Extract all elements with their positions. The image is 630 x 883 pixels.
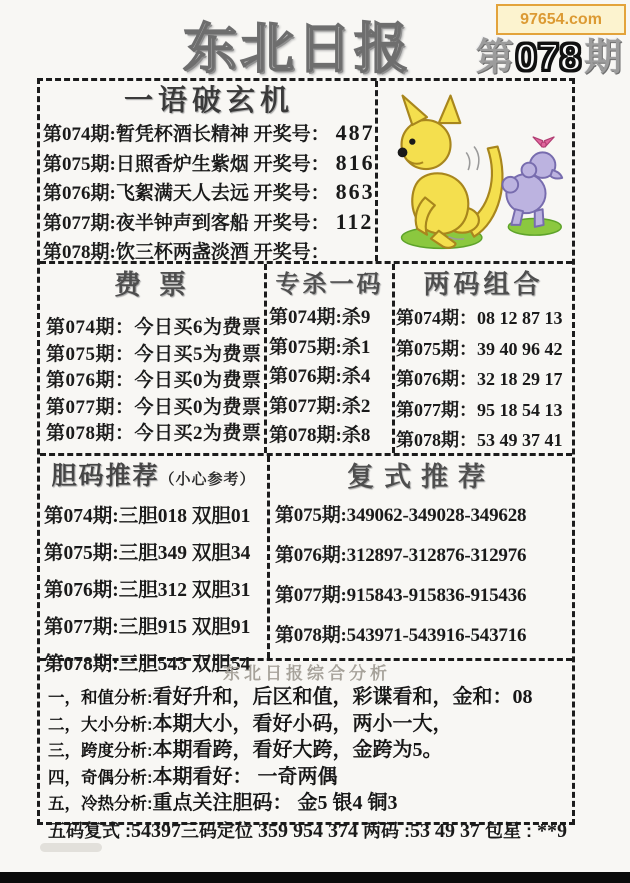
combo-row	[395, 334, 572, 365]
illustration-cell	[378, 81, 572, 261]
feipiao-row	[40, 315, 264, 342]
footer-number: 359 954 374	[258, 819, 359, 842]
feipiao-row	[40, 421, 264, 448]
footer-number: **9	[537, 819, 568, 842]
mystery-row	[43, 208, 375, 238]
analysis-title: 东北日报综合分析	[223, 664, 391, 683]
combo-numbers: 95 18 54 13	[477, 399, 563, 420]
kill-row	[267, 303, 392, 333]
dog-nose	[398, 148, 408, 158]
mystery-row	[43, 178, 375, 208]
two-combo-title: 两码组合	[423, 270, 544, 299]
section-mystery	[40, 81, 378, 261]
period-label: 第074期：	[46, 317, 135, 338]
result-label: 开奖号：	[253, 212, 330, 234]
kill-text: 杀9	[341, 307, 371, 328]
fushi-row	[270, 576, 572, 616]
analysis-label: 二，大小分析:	[48, 715, 153, 734]
result-number: 863	[335, 179, 375, 204]
kill-row	[267, 421, 392, 451]
period-label: 第077期:	[269, 395, 342, 417]
verse-text: 饮三杯两盏淡酒	[115, 242, 249, 263]
combo-row	[395, 364, 572, 395]
period-label: 第077期:	[44, 617, 119, 638]
yellow-dog	[402, 96, 503, 248]
poodle-bow	[533, 137, 555, 147]
feipiao-text: 今日买0为费票	[134, 370, 262, 391]
masthead-title: 东北日报	[183, 19, 411, 79]
feipiao-text: 今日买0为费票	[134, 396, 262, 418]
period-label: 第078期:	[275, 625, 347, 646]
mystery-title: 一语破玄机	[123, 85, 294, 117]
result-label: 开奖号：	[253, 124, 330, 145]
combo-numbers: 53 49 37 41	[477, 430, 563, 450]
analysis-text: 本期大小，看好小码，两小一大，	[152, 712, 453, 735]
period-label: 第075期:	[44, 543, 119, 564]
combo-numbers: 32 18 29 17	[477, 369, 563, 389]
section-feipiao	[40, 264, 267, 453]
fushi-row	[270, 496, 572, 536]
dog-eye	[409, 138, 415, 144]
issue-label	[447, 26, 622, 81]
footer-label: 三码定位	[181, 820, 259, 841]
section-analysis	[40, 658, 572, 845]
feipiao-text: 今日买6为费票	[134, 317, 262, 338]
dan-row	[40, 498, 267, 535]
period-label: 第076期：	[396, 369, 477, 389]
section-dan-codes	[40, 456, 270, 675]
period-label: 第078期：	[46, 423, 135, 444]
watermark-badge: 97654.com	[496, 4, 626, 35]
dan-row	[40, 535, 267, 572]
kill-text: 杀4	[341, 366, 371, 387]
footer-label: 两码 :	[358, 820, 411, 841]
scan-edge-bar	[0, 872, 630, 883]
dan-codes-subtitle: （小心参考）	[159, 472, 256, 488]
analysis-line	[48, 791, 566, 818]
fushi-row	[270, 536, 572, 576]
issue-number: 078	[515, 37, 582, 79]
feipiao-text: 今日买5为费票	[134, 343, 262, 365]
fushi-numbers: 543971-543916-543716	[346, 625, 527, 646]
period-label: 第075期:	[43, 153, 116, 175]
result-label: 开奖号：	[253, 242, 330, 263]
verse-text: 日照香炉生紫烟	[115, 153, 249, 175]
poodle	[502, 152, 562, 226]
analysis-line	[48, 712, 566, 739]
mystery-row	[43, 149, 375, 179]
period-label: 第076期:	[275, 545, 347, 566]
footer-label: 包星 :	[480, 820, 538, 841]
analysis-text: 重点关注胆码： 金5 银4 铜3	[152, 792, 398, 814]
analysis-label: 一，和值分析:	[48, 689, 153, 707]
dogs-illustration	[380, 87, 572, 257]
kill-row	[267, 362, 392, 392]
dan-text: 三胆018 双胆01	[118, 506, 251, 527]
period-label: 第077期:	[43, 212, 116, 234]
period-label: 第074期:	[269, 307, 342, 328]
kill-text: 杀2	[341, 395, 371, 417]
period-label: 第078期:	[269, 425, 342, 446]
feipiao-row	[40, 368, 264, 395]
analysis-line	[48, 738, 566, 765]
period-label: 第075期：	[46, 343, 135, 365]
analysis-footer	[48, 819, 566, 845]
combo-row	[395, 425, 572, 456]
dan-row	[40, 609, 267, 646]
period-label: 第078期：	[396, 430, 477, 450]
analysis-line	[48, 685, 566, 712]
result-number: 112	[335, 208, 374, 234]
period-label: 第074期:	[43, 124, 116, 145]
section-fushi	[270, 456, 572, 658]
dan-text: 三胆543 双胆54	[118, 654, 251, 675]
dan-row	[40, 572, 267, 609]
fushi-numbers: 349062-349028-349628	[346, 505, 527, 526]
scan-smudge	[40, 843, 102, 852]
feipiao-text: 今日买2为费票	[134, 423, 262, 444]
feipiao-row	[40, 395, 264, 422]
footer-number: 54397	[131, 819, 181, 842]
analysis-text: 本期看好： 一奇两偶	[152, 765, 338, 788]
period-label: 第078期:	[44, 654, 119, 675]
combo-numbers: 39 40 96 42	[477, 338, 563, 359]
footer-number: 53 49 37	[410, 819, 481, 842]
period-label: 第075期：	[396, 338, 477, 359]
result-number: 487	[335, 120, 375, 145]
section-mystery-row	[40, 81, 572, 261]
combo-row	[395, 303, 572, 334]
verse-text: 飞絮满天人去远	[115, 183, 249, 204]
analysis-text: 本期看跨，看好大跨，金跨为5。	[152, 739, 443, 761]
fushi-numbers: 915843-915836-915436	[346, 585, 527, 606]
analysis-label: 四，奇偶分析:	[48, 768, 153, 787]
content-frame	[37, 78, 575, 842]
feipiao-row	[40, 342, 264, 369]
result-number: 816	[335, 149, 375, 175]
period-label: 第075期:	[269, 336, 342, 358]
mystery-row	[43, 119, 375, 149]
analysis-label: 五，冷热分析:	[48, 795, 153, 813]
kill-text: 杀1	[341, 336, 371, 358]
period-label: 第074期：	[396, 308, 477, 328]
section-kill-one	[267, 264, 395, 453]
combo-numbers: 08 12 87 13	[477, 308, 563, 328]
dan-title-text: 胆码推荐	[51, 463, 160, 490]
period-label: 第078期:	[43, 242, 116, 263]
kill-text: 杀8	[341, 425, 371, 446]
verse-text: 暂凭杯酒长精神	[115, 124, 249, 145]
analysis-label: 三，跨度分析:	[48, 742, 153, 760]
result-label: 开奖号：	[253, 153, 330, 175]
period-label: 第077期：	[396, 399, 477, 420]
period-label: 第077期:	[275, 585, 347, 606]
combo-row	[395, 395, 572, 426]
footer-label: 五码复式 :	[48, 820, 131, 841]
fushi-title: 复式推荐	[347, 462, 495, 492]
fushi-row	[270, 616, 572, 656]
kill-row	[267, 333, 392, 363]
dan-text: 三胆915 双胆91	[118, 617, 251, 638]
analysis-text: 看好升和，后区和值，彩谍看和，金和：08	[152, 686, 533, 708]
section-two-combo	[395, 264, 572, 453]
dan-text: 三胆312 双胆31	[118, 580, 251, 601]
analysis-line	[48, 765, 566, 792]
period-label: 第075期:	[275, 505, 347, 526]
period-label: 第076期:	[44, 580, 119, 601]
dan-text: 三胆349 双胆34	[118, 543, 251, 564]
result-label: 开奖号：	[253, 183, 330, 204]
period-label: 第076期：	[46, 370, 135, 391]
verse-text: 夜半钟声到客船	[115, 212, 249, 234]
period-label: 第076期:	[43, 183, 116, 204]
period-label: 第076期:	[269, 366, 342, 387]
kill-one-title: 专杀一码	[275, 272, 384, 298]
issue-prefix: 第	[475, 37, 514, 79]
period-label: 第077期：	[46, 396, 135, 418]
fushi-numbers: 312897-312876-312976	[346, 545, 527, 566]
dan-codes-title	[40, 459, 267, 498]
issue-suffix: 期	[583, 37, 622, 79]
period-label: 第074期:	[44, 506, 119, 527]
feipiao-title: 费票	[114, 270, 204, 300]
kill-row	[267, 392, 392, 422]
section-picks-row	[40, 261, 572, 453]
